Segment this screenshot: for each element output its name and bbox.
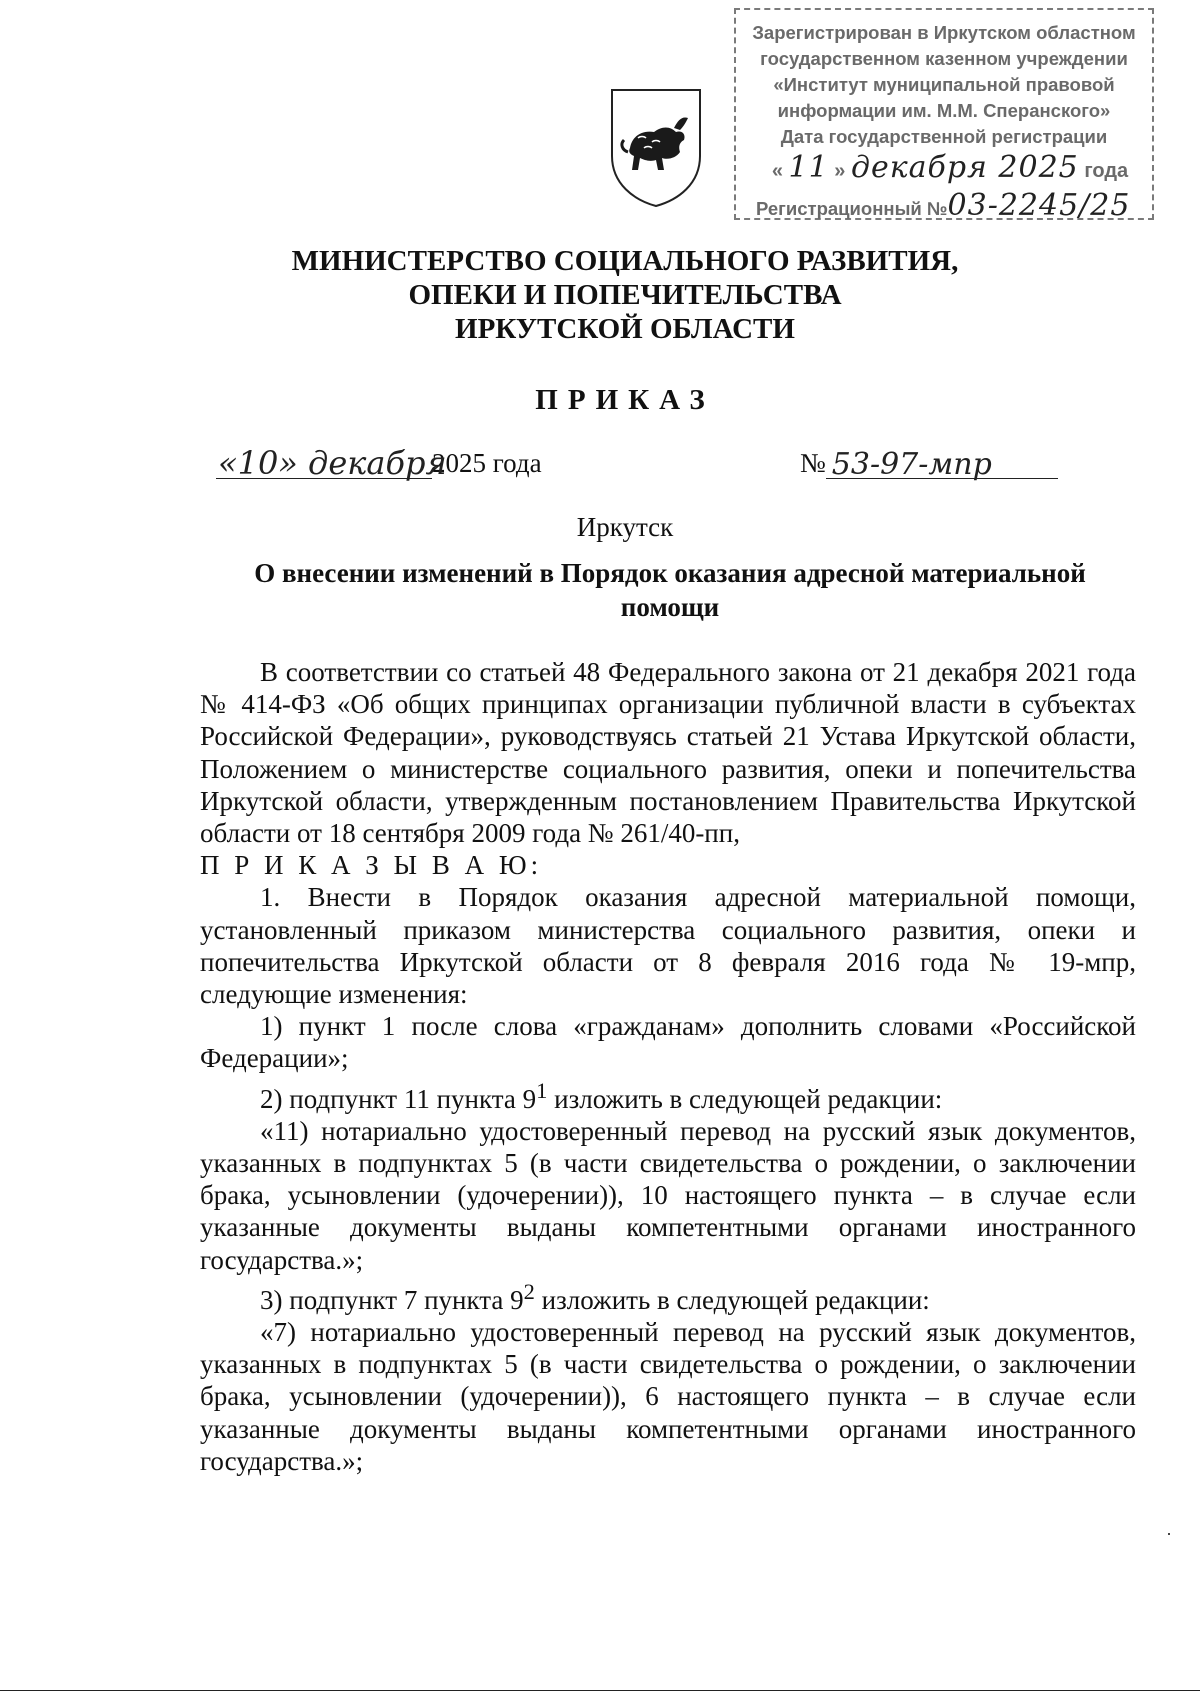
scan-speck [1168, 1533, 1170, 1535]
order-date [216, 444, 576, 482]
stamp-date-mid: » [834, 160, 846, 182]
subitem-2-paragraph [200, 1075, 1136, 1115]
date-suffix: 2025 года [432, 448, 542, 478]
ministry-line: МИНИСТЕРСТВО СОЦИАЛЬНОГО РАЗВИТИЯ, [291, 245, 959, 277]
preamble-paragraph: В соответствии со статьей 48 Федерального закона от 21 декабря 2021 года № 414-ФЗ «Об общих принципах организации публичной власти в субъектах Российской Федерации», руководствуясь статьей 21 Устава Иркутской области, Положением о министерстве социального развития, опеки и попечительства Иркутской области, утвержденным постановлением Правительства Иркутской области от 18 сентября 2009 года № 261/40-пп, [200, 657, 1136, 849]
number-prefix: № [800, 448, 826, 478]
order-body [200, 656, 1136, 1477]
stamp-line: государственном казенном учреждении [760, 48, 1128, 69]
subitem-3-superscript: 2 [523, 1278, 535, 1304]
number-handwritten: 53-97-мпр [831, 447, 992, 482]
order-word: П Р И К А З Ы В А Ю: [200, 850, 543, 881]
date-handwritten-field [216, 444, 447, 482]
order-subject [220, 556, 1120, 624]
stamp-date-month-year: декабря 2025 [850, 150, 1079, 185]
subitem-2-text-b: изложить в следующей редакции: [547, 1083, 943, 1114]
subitem-1-paragraph: 1) пункт 1 после слова «гражданам» дополнить словами «Российской Федерации»; [200, 1011, 1136, 1074]
subitem-3-text-a: 3) подпункт 7 пункта 9 [260, 1284, 524, 1315]
city: Иркутск [576, 512, 674, 542]
order-number [800, 446, 1090, 482]
ministry-line: ИРКУТСКОЙ ОБЛАСТИ [455, 313, 795, 345]
item-1-paragraph: 1. Внести в Порядок оказания адресной материальной помощи, установленный приказом министерства социального развития, опеки и попечительства Иркутской области от 8 февраля 2016 года № 19-мпр, следующие изменения: [200, 882, 1136, 1010]
stamp-registration-date [760, 150, 1140, 190]
subject-line: О внесении изменений в Порядок оказания адресной материальной [254, 558, 1086, 588]
coat-of-arms-icon [608, 86, 704, 210]
date-handwritten: «10» декабря [218, 444, 447, 482]
subitem-2-superscript: 1 [536, 1077, 548, 1103]
stamp-line: Зарегистрирован в Иркутском областном [752, 22, 1136, 43]
stamp-line: Дата государственной регистрации [780, 126, 1108, 147]
stamp-registration-number [756, 188, 1146, 222]
page-bottom-rule [0, 1690, 1200, 1691]
stamp-line: информации им. М.М. Сперанского» [777, 100, 1111, 121]
subitem-2-text-a: 2) подпункт 11 пункта 9 [260, 1083, 537, 1114]
stamp-date-day: 11 [788, 150, 829, 185]
stamp-line: «Институт муниципальной правовой [773, 74, 1115, 95]
stamp-reg-number: 03-2245/25 [947, 188, 1131, 223]
ministry-line: ОПЕКИ И ПОПЕЧИТЕЛЬСТВА [408, 279, 842, 311]
number-handwritten-field [826, 446, 1058, 482]
order-title: ПРИКАЗ [535, 384, 715, 416]
stamp-date-open: « [771, 160, 783, 182]
subject-line: помощи [620, 592, 720, 622]
stamp-date-suffix: года [1084, 160, 1129, 182]
registration-stamp [734, 8, 1154, 223]
subitem-2-new-text: «11) нотариально удостоверенный перевод на русский язык документов, указанных в подпунктах 5 (в части свидетельства о рождении, о заключении брака, усыновлении (удочерении)), 10 настоящего пункта – в случае если указанные документы выданы компетентными органами иностранного государства.»; [200, 1115, 1136, 1275]
subitem-3-new-text: «7) нотариально удостоверенный перевод на русский язык документов, указанных в подпунктах 5 (в части свидетельства о рождении, о заключении брака, усыновлении (удочерении)), 6 настоящего пункта – в случае если указанные документы выданы компетентными органами иностранного государства.»; [200, 1317, 1136, 1476]
ministry-header [250, 244, 1000, 346]
subitem-3-text-b: изложить в следующей редакции: [534, 1284, 930, 1315]
stamp-reg-label: Регистрационный № [756, 198, 948, 219]
subitem-3-paragraph [200, 1276, 1136, 1316]
